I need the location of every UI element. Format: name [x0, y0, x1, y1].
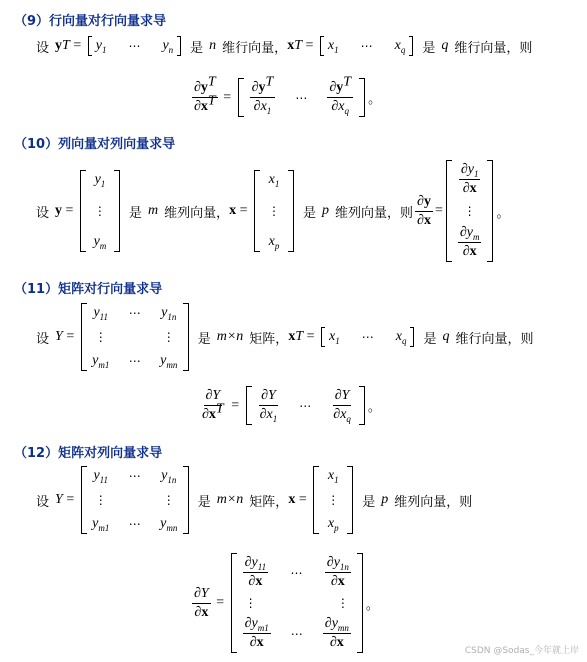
- x-column-vector-12: $x_1$ ⋮ $x_p$: [313, 466, 353, 534]
- section-12-heading: （12）矩阵对列向量求导: [14, 446, 163, 461]
- section-10-formula: 设 y = $y_1$ ⋮ $y_m$ 是 m 维列向量， x = $x_1$ ⋮ $x_p$ 是 p 维列向量，则 $\frac{\partial y}{\partial x}$ = $\frac{\partial y_1}{\partial x}$ ⋮ $\frac{\partial y_m}{\partial x}$ 。: [36, 160, 510, 262]
- derivative-matrix-column: $\frac{\partial y_{11}}{\partial x}$ ⋯ $\frac{\partial y_{1n}}{\partial x}$ ⋮ ⋮ $\frac{\partial y_{m1}}{\partial x}$ ⋯ $\frac{\partial y_{mn}}{\partial x}$: [231, 553, 363, 653]
- section-10-heading: （10）列向量对列向量求导: [14, 137, 176, 152]
- let-text: 设: [36, 40, 50, 56]
- section-12-formula: $\frac{\partial Y}{\partial x}$ = $\frac{\partial y_{11}}{\partial x}$ ⋯ $\frac{\partial y_{1n}}{\partial x}$ ⋮ ⋮ $\frac{\partial y_{m1}}{\partial x}$ ⋯ $\frac{\partial y_{mn}}{\partial x}$ 。: [190, 553, 379, 653]
- section-9-formula: $\frac{\partial y^T}{\partial x^T}$ = $\frac{\partial y^T}{\partial x_1}$ ⋯ $\frac{\partial y^T}{\partial x_q}$ 。: [194, 74, 382, 116]
- y-row-vector: $y_1$ ⋯ $y_n$: [88, 36, 181, 56]
- Y-matrix: $y_{11}$ ⋯ $y_{1n}$ ⋮ ⋮ $y_{m1}$ ⋯ $y_{mn}$: [81, 303, 189, 371]
- section-12-definition: 设 Y = $y_{11}$ ⋯ $y_{1n}$ ⋮ ⋮ $y_{m1}$ ⋯ $y_{mn}$ 是 m×n 矩阵， x = $x_1$ ⋮ $x_p$ 是 p 维列向量，则: [36, 468, 473, 533]
- x-row-vector: $x_1$ ⋯ $x_q$: [320, 36, 413, 56]
- section-11-heading: （11）矩阵对行向量求导: [14, 282, 163, 297]
- derivative-column-matrix: $\frac{\partial y_1}{\partial x}$ ⋮ $\frac{\partial y_m}{\partial x}$: [446, 160, 494, 262]
- section-11-formula: $\frac{\partial Y}{\partial x^T}$ = $\frac{\partial Y}{\partial x_1}$ ⋯ $\frac{\partial Y}{\partial x_q}$ 。: [202, 388, 381, 424]
- derivative-matrix-row: $\frac{\partial Y}{\partial x_1}$ ⋯ $\frac{\partial Y}{\partial x_q}$: [246, 386, 365, 425]
- section-11-definition: 设 Y = $y_{11}$ ⋯ $y_{1n}$ ⋮ ⋮ $y_{m1}$ ⋯ $y_{mn}$ 是 m×n 矩阵， x T = $x_1$ ⋯ $x_q$ 是 q 维行向量，则: [36, 305, 534, 370]
- x-column-vector: $x_1$ ⋮ $x_p$: [254, 170, 294, 252]
- section-9-definition: 设 y T = $y_1$ ⋯ $y_n$ 是 n 维行向量， x T = $x_1$ ⋯ $x_q$ 是 q 维行向量，则: [36, 38, 533, 56]
- watermark: CSDN @Sodas_今年就上岸: [464, 646, 579, 656]
- Y-matrix-12: $y_{11}$ ⋯ $y_{1n}$ ⋮ ⋮ $y_{m1}$ ⋯ $y_{mn}$: [81, 466, 189, 534]
- derivative-row-matrix: $\frac{\partial y^T}{\partial x_1}$ ⋯ $\frac{\partial y^T}{\partial x_q}$: [238, 78, 365, 117]
- y-column-vector: $y_1$ ⋮ $y_m$: [80, 170, 120, 252]
- section-9-heading: （9）行向量对行向量求导: [14, 14, 167, 29]
- x-row-vector-11: $x_1$ ⋯ $x_q$: [321, 327, 414, 347]
